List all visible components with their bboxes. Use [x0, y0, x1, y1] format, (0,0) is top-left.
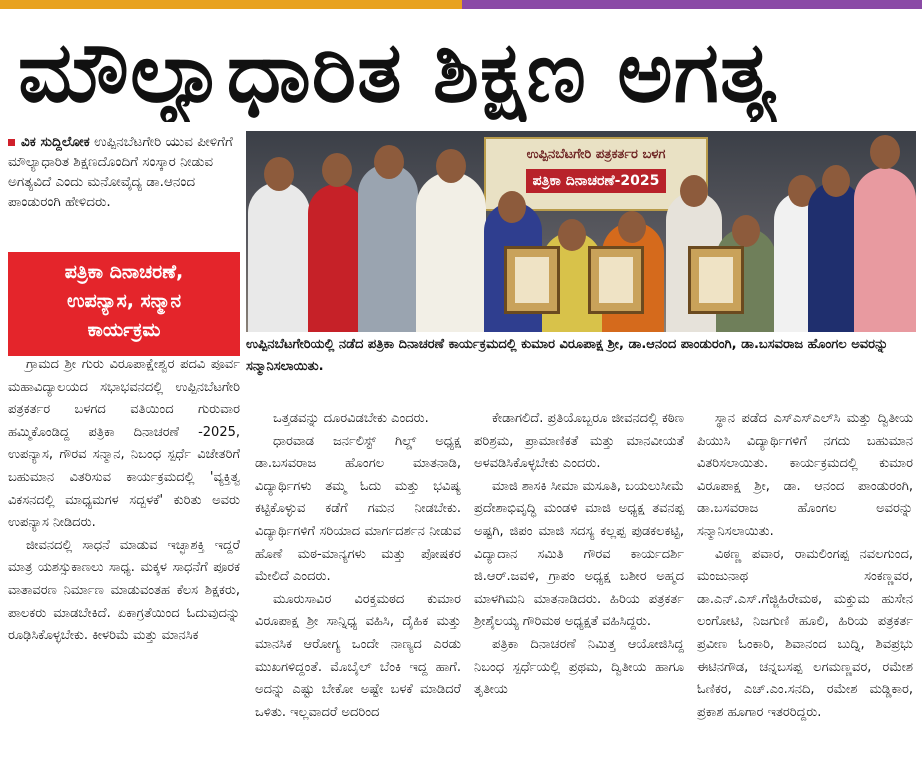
subhead-line-3: ಕಾರ್ಯಕ್ರಮ — [87, 319, 161, 341]
article-paragraph: ಜೀವನದಲ್ಲಿ ಸಾಧನೆ ಮಾಡುವ ಇಚ್ಛಾಶಕ್ತಿ ಇದ್ದರೆ ಮಾತ್ರ ಯಶಸ್ಸುಕಾಣಲು ಸಾಧ್ಯ. ಮಕ್ಕಳ ಸಾಧನೆಗೆ ಪೂರಕ ವಾತಾವರಣ ನಿರ್ಮಾಣ ಮಾಡುವಂತಹ ಕೆಲಸ ಶಿಕ್ಷಕರು, ಪಾಲಕರು ಮಾಡಬೇಕಿದೆ. ಏಕಾಗ್ರತೆಯಿಂದ ಓದುವುದನ್ನು ರೂಢಿಸಿಕೊಳ್ಳಬೇಕು. ಕೀಳರಿಮೆ ಮತ್ತು ಮಾನಸಿಕ — [8, 537, 240, 644]
article-column-3 — [474, 408, 684, 702]
plaque-photo — [599, 257, 633, 303]
person-figure — [854, 168, 916, 332]
byline-text: ಉಪ್ಪಿನಬೆಟಗೇರಿ ಯುವ ಪೀಳಿಗೆಗೆ ಮೌಲ್ಯಾಧಾರಿತ ಶಿಕ್ಷಣದೊಂದಿಗೆ ಸಂಸ್ಕಾರ ನೀಡುವ ಅಗತ್ಯವಿದೆ ಎಂದು ಮನೋವೈದ್ಯ ಡಾ.ಆನಂದ ಪಾಂಡುರಂಗಿ ಹೇಳಿದರು. — [8, 134, 233, 210]
article-column-1 — [8, 354, 240, 648]
article-paragraph: ಸ್ಥಾನ ಪಡೆದ ಎಸ್ಎಸ್ಎಲ್‌ಸಿ ಮತ್ತು ದ್ವಿತೀಯ ಪಿಯುಸಿ ವಿದ್ಯಾರ್ಥಿಗಳಿಗೆ ನಗದು ಬಹುಮಾನ ವಿತರಿಸಲಾಯಿತು. ಕಾರ್ಯಕ್ರಮದಲ್ಲಿ ಕುಮಾರ ವಿರೂಪಾಕ್ಷ ಶ್ರೀ, ಡಾ. ಆನಂದ ಪಾಂಡುರಂಗಿ, ಡಾ.ಬಸವರಾಜ ಹೊಂಗಲ ಅವರನ್ನು ಸನ್ಮಾನಿಸಲಾಯಿತು. — [697, 411, 913, 539]
person-head — [618, 211, 646, 243]
award-plaque — [588, 246, 644, 314]
byline-source: ವಿಕ ಸುದ್ದಿಲೋಕ — [21, 134, 90, 150]
top-bar-purple — [462, 0, 922, 9]
headline: ಮೌಲ್ಯಾಧಾರಿತ ಶಿಕ್ಷಣ ಅಗತ್ಯ — [18, 23, 778, 121]
subhead-line-1: ಪತ್ರಿಕಾ ದಿನಾಚರಣೆ, — [64, 261, 184, 283]
person-head — [822, 165, 850, 197]
event-photo — [246, 131, 916, 332]
person-figure — [416, 172, 486, 332]
top-bar-orange — [0, 0, 462, 9]
article-paragraph: ಧಾರವಾಡ ಜರ್ನಲಿಸ್ಟ್ ಗಿಲ್ಡ್ ಅಧ್ಯಕ್ಷ ಡಾ.ಬಸವರಾಜ ಹೊಂಗಲ ಮಾತನಾಡಿ, ವಿದ್ಯಾರ್ಥಿಗಳು ತಮ್ಮ ಓದು ಮತ್ತು ಭವಿಷ್ಯ ಕಟ್ಟಿಕೊಳ್ಳುವ ಕಡೆಗೆ ಗಮನ ನೀಡಬೇಕು. ವಿದ್ಯಾರ್ಥಿಗಳಿಗೆ ಸರಿಯಾದ ಮಾರ್ಗದರ್ಶನ ನೀಡುವ ಹೊಣೆ ಮಠ-ಮಾನ್ಯಗಳು ಮತ್ತು ಪೋಷಕರ ಮೇಲಿದೆ ಎಂದರು. — [255, 433, 461, 585]
subhead-box — [8, 252, 240, 356]
byline — [8, 132, 240, 212]
award-plaque — [688, 246, 744, 314]
article-paragraph: ಮೂರುಸಾವಿರ ವಿರಕ್ತಮಠದ ಕುಮಾರ ವಿರೂಪಾಕ್ಷ ಶ್ರೀ ಸಾನ್ನಿಧ್ಯ ವಹಿಸಿ, ದೈಹಿಕ ಮತ್ತು ಮಾನಸಿಕ ಆರೋಗ್ಯ ಒಂದೇ ನಾಣ್ಯದ ಎರಡು ಮುಖಗಳಿದ್ದಂತೆ. ಮೊಬೈಲ್ ಬೆಂಕಿ ಇದ್ದ ಹಾಗೆ. ಅದನ್ನು ಎಷ್ಟು ಬೇಕೋ ಅಷ್ಟೇ ಬಳಕೆ ಮಾಡಿದರೆ ಒಳಿತು. ಇಲ್ಲವಾದರೆ ಅದರಿಂದ — [255, 591, 461, 720]
subhead-line-2: ಉಪನ್ಯಾಸ, ಸನ್ಮಾನ — [66, 290, 182, 312]
banner-title: ಉಪ್ಪಿನಬೆಟಗೇರಿ ಪತ್ರಕರ್ತರ ಬಳಗ — [526, 147, 666, 162]
person-head — [732, 215, 760, 247]
article-paragraph: ಮಾಜಿ ಶಾಸಕಿ ಸೀಮಾ ಮಸೂತಿ, ಬಯಲುಸೀಮೆ ಪ್ರದೇಶಾಭಿವೃದ್ಧಿ ಮಂಡಳಿ ಮಾಜಿ ಅಧ್ಯಕ್ಷ ತವನಪ್ಪ ಅಷ್ಟಗಿ, ಜಿಪಂ ಮಾಜಿ ಸದಸ್ಯ ಕಲ್ಲಪ್ಪ ಪುಡಕಲಕಟ್ಟಿ, ವಿದ್ಯಾದಾನ ಸಮಿತಿ ಗೌರವ ಕಾರ್ಯದರ್ಶಿ ಜಿ.ಆರ್.ಜವಳಿ, ಗ್ರಾಪಂ ಅಧ್ಯಕ್ಷ ಬಶೀರ ಅಹ್ಮದ ಮಾಳಗಿಮನಿ ಮಾತನಾಡಿದರು. ಹಿರಿಯ ಪತ್ರಕರ್ತ ಶ್ರೀಶೈಲಯ್ಯ ಗೌರಿಮಠ ಅಧ್ಯಕ್ಷತೆ ವಹಿಸಿದ್ದರು. — [474, 478, 684, 630]
person-head — [264, 157, 294, 191]
person-head — [436, 149, 466, 183]
article-paragraph: ಕೇಡಾಗಲಿದೆ. ಪ್ರತಿಯೊಬ್ಬರೂ ಜೀವನದಲ್ಲಿ ಕಠಿಣ ಪರಿಶ್ರಮ, ಪ್ರಾಮಾಣಿಕತೆ ಮತ್ತು ಮಾನವೀಯತೆ ಅಳವಡಿಸಿಕೊಳ್ಳಬೇಕು ಎಂದರು. — [474, 411, 684, 472]
article-paragraph: ಗ್ರಾಮದ ಶ್ರೀ ಗುರು ವಿರೂಪಾಕ್ಷೇಶ್ವರ ಪದವಿ ಪೂರ್ವ ಮಹಾವಿದ್ಯಾಲಯದ ಸಭಾಭವನದಲ್ಲಿ ಉಪ್ಪಿನಬೆಟಗೇರಿ ಪತ್ರಕರ್ತರ ಬಳಗದ ವತಿಯಿಂದ ಗುರುವಾರ ಹಮ್ಮಿಕೊಂಡಿದ್ದ ಪತ್ರಿಕಾ ದಿನಾಚರಣೆ -2025, ಉಪನ್ಯಾಸ, ಗೌರವ ಸನ್ಮಾನ, ನಿಬಂಧ ಸ್ಪರ್ಧೆ ವಿಜೇತರಿಗೆ ಬಹುಮಾನ ವಿತರಿಸುವ ಕಾರ್ಯಕ್ರಮದಲ್ಲಿ 'ವ್ಯಕ್ತಿತ್ವ ವಿಕಸನದಲ್ಲಿ ಮಾಧ್ಯಮಗಳ ಸದ್ಬಳಕೆ' ಕುರಿತು ಅವರು ಉಪನ್ಯಾಸ ನೀಡಿದರು. — [8, 357, 240, 531]
bullet-square-icon — [8, 139, 15, 146]
article-paragraph: ಪತ್ರಿಕಾ ದಿನಾಚರಣೆ ನಿಮಿತ್ತ ಆಯೋಜಿಸಿದ್ದ ನಿಬಂಧ ಸ್ಪರ್ಧೆಯಲ್ಲಿ ಪ್ರಥಮ, ದ್ವಿತೀಯ ಹಾಗೂ ತೃತೀಯ — [474, 636, 684, 698]
article-column-2 — [255, 408, 461, 724]
person-head — [870, 135, 900, 169]
person-head — [322, 153, 352, 187]
person-figure — [358, 164, 418, 332]
plaque-photo — [699, 257, 733, 303]
article-paragraph: ವಿಠಣ್ಣ ಪವಾರ, ರಾಮಲಿಂಗಪ್ಪ ನವಲಗುಂದ, ಮಂಜುನಾಥ ಸಂಕಣ್ಣವರ, ಡಾ.ಎನ್.ಎಸ್.ಗೆಜ್ಜಿಹಿರೇಮಠ, ಮಕ್ತುಮ ಹುಸೇನ ಲಂಗೋಟಿ, ನಿಜಗುಣಿ ಹೂಲಿ, ಹಿರಿಯ ಪತ್ರಕರ್ತ ಪ್ರವೀಣ ಓಂಕಾರಿ, ಶಿವಾನಂದ ಬುದ್ನಿ, ಶಿವಪ್ರಭು ಈಟಿನಗೌಡ, ಚನ್ನಬಸಪ್ಪ ಲಗಮಣ್ಣವರ, ರಮೇಶ ಓಣಿಕರ, ಎಚ್.ಎಂ.ಸನದಿ, ರಮೇಶ ಮಡ್ಡಿಕಾರ, ಪ್ರಕಾಶ ಹೂಗಾರ ಇತರರಿದ್ದರು. — [697, 546, 913, 720]
person-head — [680, 175, 708, 207]
article-column-4 — [697, 408, 913, 724]
person-head — [558, 219, 586, 251]
plaque-photo — [515, 257, 549, 303]
article-paragraph: ಒತ್ತಡವನ್ನು ದೂರವಿಡಬೇಕು ಎಂದರು. — [273, 411, 429, 426]
photo-caption: ಉಪ್ಪಿನಬೆಟಗೇರಿಯಲ್ಲಿ ನಡೆದ ಪತ್ರಿಕಾ ದಿನಾಚರಣೆ ಕಾರ್ಯಕ್ರಮದಲ್ಲಿ ಕುಮಾರ ವಿರೂಪಾಕ್ಷ ಶ್ರೀ, ಡಾ.ಆನಂದ ಪಾಂಡುರಂಗಿ, ಡಾ.ಬಸವರಾಜ ಹೊಂಗಲ ಅವರನ್ನು ಸನ್ಮಾನಿಸಲಾಯಿತು. — [246, 337, 889, 374]
award-plaque — [504, 246, 560, 314]
banner-subtitle: ಪತ್ರಿಕಾ ದಿನಾಚರಣೆ-2025 — [526, 169, 666, 193]
person-figure — [248, 182, 310, 332]
top-color-bar — [0, 0, 922, 9]
person-head — [498, 191, 526, 223]
person-head — [374, 145, 404, 179]
